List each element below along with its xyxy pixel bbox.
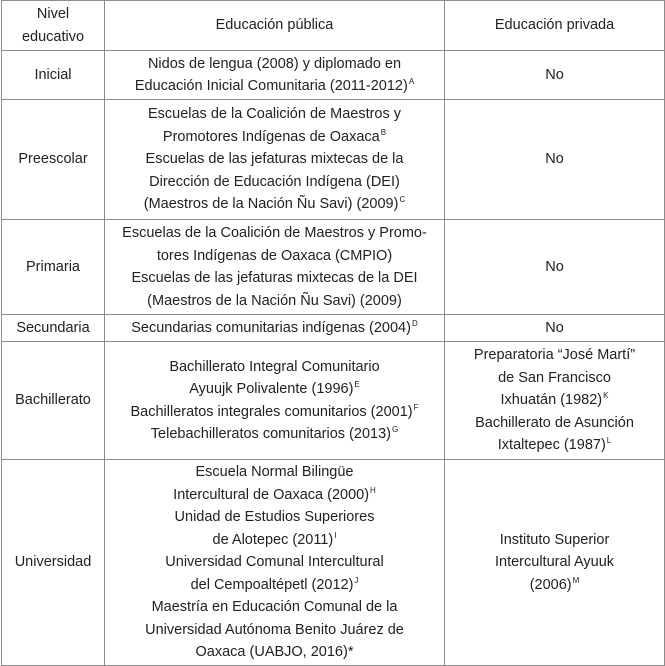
- public-line: [108, 290, 441, 313]
- public-line-text: Bachillerato Integral Comunitario: [169, 358, 380, 375]
- public-line: [108, 193, 441, 216]
- private-line-text: Instituto Superior: [499, 531, 610, 548]
- level-cell: Primaria: [2, 220, 105, 315]
- public-line-text: del Cempoaltépetl (2012): [190, 576, 354, 593]
- level-cell: Preescolar: [2, 100, 105, 220]
- public-line: [108, 378, 441, 401]
- private-cell: [445, 51, 665, 100]
- public-line: [108, 126, 441, 149]
- public-line: [108, 53, 441, 76]
- level-cell: Bachillerato: [2, 342, 105, 460]
- public-line: [108, 574, 441, 597]
- private-line-text: No: [545, 151, 564, 168]
- public-line: [108, 356, 441, 379]
- public-line: [108, 619, 441, 642]
- public-line-text: Promotores Indígenas de Oaxaca: [162, 128, 380, 145]
- public-line-text: Escuelas de las jefaturas mixtecas de la: [145, 151, 404, 168]
- footnote-marker: E: [354, 380, 360, 389]
- table-row: [2, 51, 665, 100]
- public-line: [108, 317, 441, 340]
- header-nivel-educativo: [2, 1, 105, 51]
- public-cell: [105, 220, 445, 315]
- header-educacion-publica: Educación pública: [105, 1, 445, 51]
- private-line: [448, 64, 661, 87]
- public-line: [108, 529, 441, 552]
- public-line-text: (Maestros de la Nación Ñu Savi) (2009): [143, 196, 399, 213]
- private-line: [448, 256, 661, 279]
- public-line-text: Nidos de lengua (2008) y diplomado en: [147, 55, 402, 72]
- public-line: [108, 171, 441, 194]
- level-cell: Inicial: [2, 51, 105, 100]
- private-line: [448, 148, 661, 171]
- table-body: [2, 51, 665, 666]
- public-line-text: Maestría en Educación Comunal de la: [151, 599, 398, 615]
- table-row: [2, 315, 665, 342]
- education-table: [1, 0, 665, 666]
- public-line-text: Universidad Autónoma Benito Juárez de: [145, 621, 404, 638]
- public-line: [108, 596, 441, 619]
- public-line: [108, 222, 441, 245]
- public-cell: [105, 100, 445, 220]
- footnote-marker: K: [603, 391, 609, 401]
- public-line: [108, 506, 441, 529]
- public-line: [108, 75, 441, 98]
- header-row: [2, 1, 665, 51]
- private-cell: [445, 315, 665, 342]
- private-line-text: Bachillerato de Asunción: [475, 414, 634, 431]
- public-line: [108, 484, 441, 507]
- private-line-text: (2006): [529, 576, 572, 593]
- public-line: [108, 245, 441, 268]
- public-line: [108, 267, 441, 290]
- header-educativo-line: educativo: [21, 28, 85, 45]
- table-row: [2, 100, 665, 220]
- private-line: [448, 412, 661, 435]
- footnote-marker: F: [413, 402, 419, 412]
- table-row: [2, 460, 665, 666]
- public-line: [108, 423, 441, 446]
- public-line: [108, 461, 441, 484]
- private-cell: [445, 220, 665, 315]
- footnote-marker: L: [606, 436, 612, 446]
- public-line-text: Bachilleratos integrales comunitarios (2001): [130, 403, 413, 420]
- public-line-text: Ayuujk Polivalente (1996): [189, 381, 354, 397]
- private-line-text: Ixtaltepec (1987): [497, 437, 606, 454]
- public-line-text: Escuelas de la Coalición de Maestros y: [147, 106, 402, 123]
- public-line: [108, 103, 441, 126]
- footnote-marker: G: [391, 425, 399, 434]
- level-cell: Secundaria: [2, 315, 105, 342]
- private-line-text: No: [545, 66, 564, 83]
- public-cell: [105, 51, 445, 100]
- public-line-text: Escuelas de las jefaturas mixtecas de la DEI: [131, 270, 418, 286]
- public-line-text: Universidad Comunal Intercultural: [165, 554, 384, 570]
- public-cell: [105, 460, 445, 666]
- private-line: [448, 434, 661, 457]
- public-line-text: de Alotepec (2011): [212, 531, 334, 548]
- public-line-text: Educación Inicial Comunitaria (2011-2012): [134, 78, 408, 94]
- header-nivel-line: Nivel: [36, 6, 70, 22]
- public-cell: [105, 342, 445, 460]
- private-line-text: Ixhuatán (1982): [500, 392, 603, 409]
- public-line: [108, 148, 441, 171]
- footnote-marker: B: [380, 127, 387, 137]
- private-line-text: No: [545, 319, 564, 336]
- private-cell: [445, 100, 665, 220]
- public-line-text: tores Indígenas de Oaxaca (CMPIO): [156, 247, 393, 264]
- private-line: [448, 389, 661, 412]
- public-line-text: Secundarias comunitarias indígenas (2004): [131, 319, 411, 336]
- public-line-text: Unidad de Estudios Superiores: [174, 509, 375, 525]
- public-line-text: Dirección de Educación Indígena (DEI): [149, 173, 400, 190]
- footnote-marker: M: [572, 575, 580, 585]
- private-line-text: Intercultural Ayuuk: [494, 554, 615, 570]
- private-line: [448, 317, 661, 340]
- public-line-text: Escuelas de la Coalición de Maestros y Promo-: [122, 225, 427, 241]
- header-educacion-privada: Educación privada: [445, 1, 665, 51]
- public-line-text: (Maestros de la Nación Ñu Savi) (2009): [147, 292, 402, 309]
- public-cell: [105, 315, 445, 342]
- private-line-text: Preparatoria “José Martí”: [473, 347, 636, 364]
- public-line: [108, 551, 441, 574]
- private-line: [448, 367, 661, 390]
- footnote-marker: I: [334, 530, 337, 540]
- private-line: [448, 551, 661, 574]
- private-line: [448, 574, 661, 597]
- public-line-text: Telebachilleratos comunitarios (2013): [150, 426, 391, 442]
- private-cell: [445, 460, 665, 666]
- private-cell: [445, 342, 665, 460]
- footnote-marker: C: [399, 195, 406, 205]
- public-line: [108, 641, 441, 664]
- table-row: [2, 342, 665, 460]
- public-line-text: Intercultural de Oaxaca (2000): [173, 486, 370, 503]
- private-line-text: No: [545, 258, 564, 275]
- footnote-marker: H: [370, 485, 376, 495]
- public-line-text: Escuela Normal Bilingüe: [195, 464, 354, 480]
- public-line: [108, 401, 441, 424]
- footnote-marker: A: [408, 77, 415, 86]
- private-line-text: de San Francisco: [498, 369, 611, 386]
- private-line: [448, 529, 661, 552]
- table-row: [2, 220, 665, 315]
- footnote-marker: J: [354, 575, 359, 585]
- private-line: [448, 344, 661, 367]
- level-cell: Universidad: [2, 460, 105, 666]
- public-line-text: Oaxaca (UABJO, 2016)*: [195, 644, 354, 660]
- footnote-marker: D: [411, 318, 418, 328]
